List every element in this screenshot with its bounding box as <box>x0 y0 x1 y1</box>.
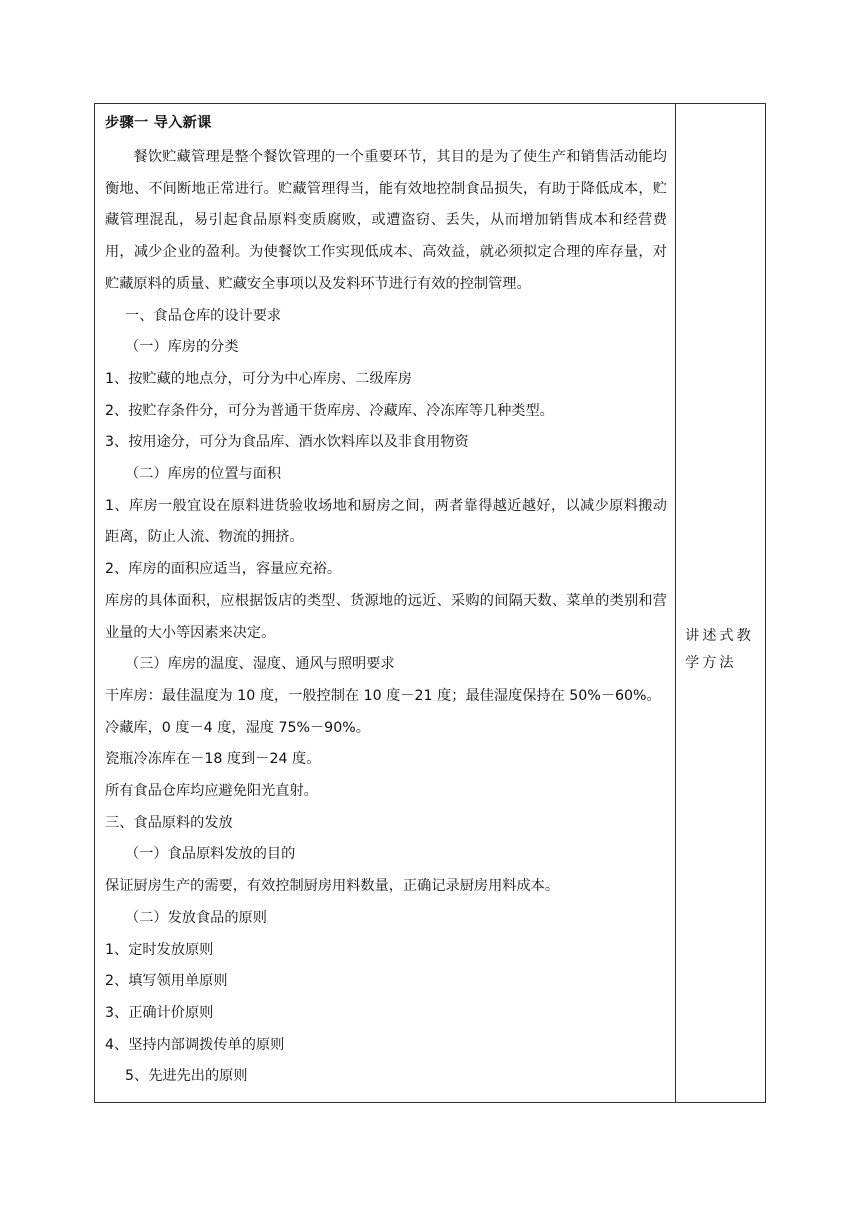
teaching-method-label: 讲述式教学方法 <box>685 628 754 671</box>
lesson-content-cell <box>95 104 675 1102</box>
list-item: 1、定时发放原则 <box>105 941 214 958</box>
list-item: 1、按贮藏的地点分，可分为中心库房、二级库房 <box>105 370 412 387</box>
subsection-heading: （二）库房的位置与面积 <box>125 466 282 483</box>
list-item: 2、填写领用单原则 <box>105 973 228 990</box>
body-paragraph: 瓷瓶冷冻库在－18 度到－24 度。 <box>105 751 321 768</box>
step-title: 步骤一 导入新课 <box>105 115 212 131</box>
teaching-method-cell <box>676 623 766 677</box>
list-item: 4、坚持内部调拨传单的原则 <box>105 1036 285 1053</box>
list-item: 3、正确计价原则 <box>105 1004 214 1021</box>
subsection-heading: （三）库房的温度、湿度、通风与照明要求 <box>125 656 395 673</box>
body-paragraph: 干库房：最佳温度为 10 度，一般控制在 10 度－21 度；最佳湿度保持在 50%－60%。 <box>105 687 661 704</box>
subsection-heading: （二）发放食品的原则 <box>125 909 267 926</box>
list-item: 2、库房的面积应适当，容量应充裕。 <box>105 561 342 578</box>
list-item: 5、先进先出的原则 <box>125 1068 248 1085</box>
lesson-table <box>94 103 766 1103</box>
list-item: 2、按贮存条件分，可分为普通干货库房、冷藏库、冷冻库等几种类型。 <box>105 402 554 419</box>
subsection-heading: （一）库房的分类 <box>125 339 239 356</box>
section-heading: 一、食品仓库的设计要求 <box>125 307 282 324</box>
intro-paragraph: 餐饮贮藏管理是整个餐饮管理的一个重要环节，其目的是为了使生产和销售活动能均衡地、不间断地正常进行。贮藏管理得当，能有效地控制食品损失，有助于降低成本，贮藏管理混乱，易引起食品原料变质腐败，或遭盗窃、丢失，从而增加销售成本和经营费用，减少企业的盈利。为使餐饮工作实现低成本、高效益，就必须拟定合理的库存量，对贮藏原料的质量、贮藏安全事项以及发料环节进行有效的控制管理。 <box>105 149 667 292</box>
body-paragraph: 保证厨房生产的需要，有效控制厨房用料数量，正确记录厨房用料成本。 <box>105 878 560 895</box>
column-divider <box>675 104 676 1102</box>
subsection-heading: （一）食品原料发放的目的 <box>125 846 296 863</box>
body-paragraph: 冷藏库，0 度－4 度，湿度 75%－90%。 <box>105 719 370 736</box>
list-item: 1、库房一般宜设在原料进货验收场地和厨房之间，两者靠得越近越好，以减少原料搬动距离，防止人流、物流的拥挤。 <box>105 497 667 546</box>
list-item: 3、按用途分，可分为食品库、酒水饮料库以及非食用物资 <box>105 434 469 451</box>
section-heading: 三、食品原料的发放 <box>105 814 233 831</box>
body-paragraph: 所有食品仓库均应避免阳光直射。 <box>105 783 318 800</box>
body-paragraph: 库房的具体面积，应根据饭店的类型、货源地的远近、采购的间隔天数、菜单的类别和营业量的大小等因素来决定。 <box>105 592 667 641</box>
